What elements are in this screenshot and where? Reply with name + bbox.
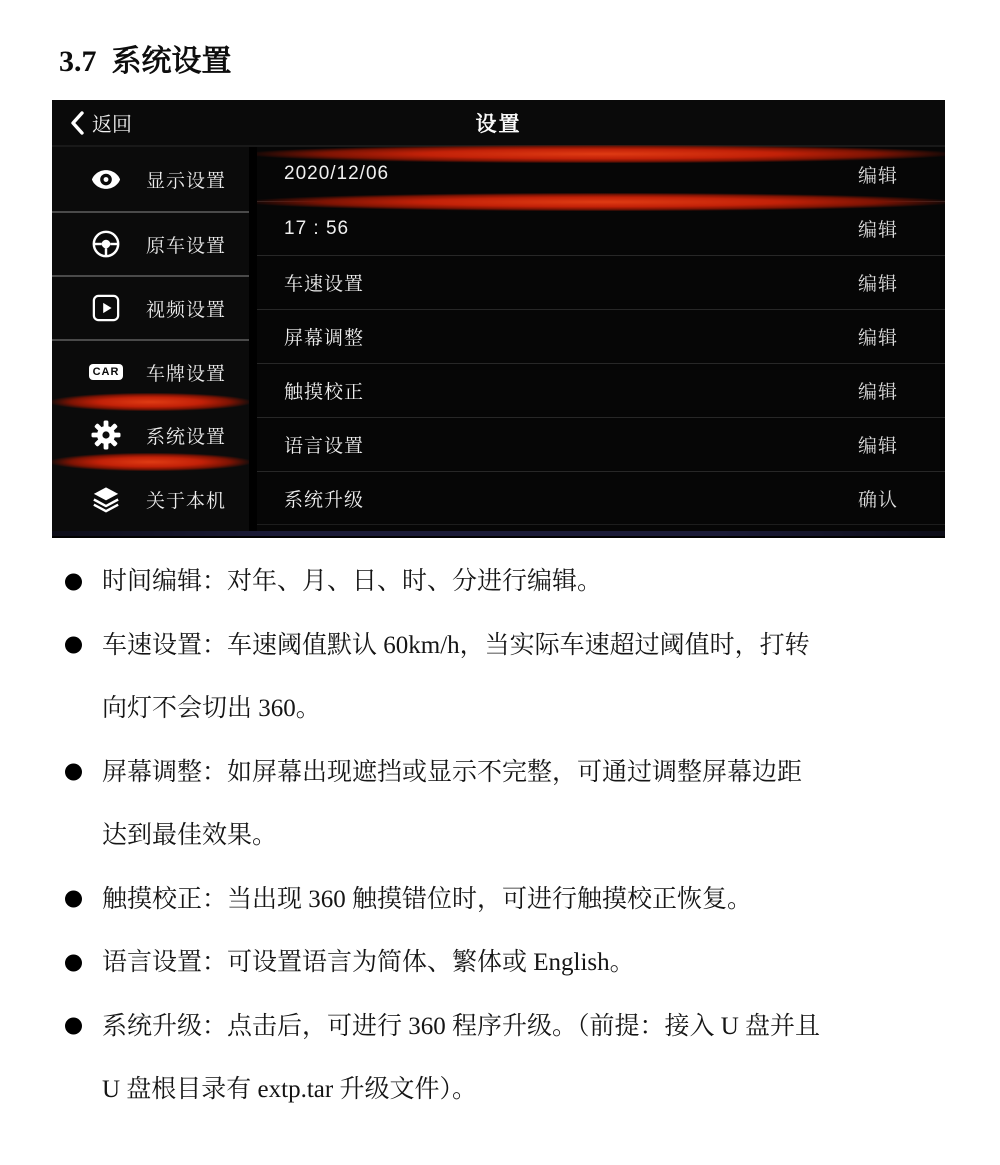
chevron-left-icon <box>70 111 85 135</box>
sidebar-item-car-settings[interactable] <box>52 211 249 275</box>
back-button[interactable] <box>70 108 132 137</box>
row-label: 车速设置 <box>284 274 365 295</box>
sidebar-item-label: 显示设置 <box>146 170 227 192</box>
bullet-system-upgrade <box>60 995 955 1059</box>
bullet-touch-calibration <box>60 868 955 932</box>
title-bar <box>52 100 945 147</box>
screen-title: 设置 <box>475 112 522 136</box>
edit-button[interactable]: 编辑 <box>857 165 898 187</box>
bullet-text: 时间编辑：对年、月、日、时、分进行编辑。 <box>102 568 603 595</box>
bullet-screen-adjust-cont <box>60 804 955 868</box>
page-title <box>59 36 232 80</box>
row-label: 17 : 56 <box>284 217 350 239</box>
bullet-text: 达到最佳效果。 <box>102 822 278 849</box>
row-label: 语言设置 <box>284 436 365 457</box>
bullet-marker <box>65 954 82 971</box>
edit-button[interactable]: 编辑 <box>857 382 898 403</box>
bullet-time-edit <box>60 550 955 614</box>
edit-button[interactable]: 编辑 <box>857 436 898 457</box>
bullet-text: 车速设置：车速阈值默认 60km/h，当实际车速超过阈值时，打转 <box>102 631 810 659</box>
bullet-language-setting <box>60 931 955 995</box>
bullet-marker <box>65 891 82 908</box>
bullet-text: 系统升级：点击后，可进行 360 程序升级。（前提：接入 U 盘并且 <box>102 1012 821 1040</box>
description-list <box>60 550 955 1122</box>
section-number: 3.7 <box>59 45 97 78</box>
row-label: 触摸校正 <box>284 382 365 403</box>
row-language-setting[interactable] <box>257 417 945 471</box>
steering-wheel-icon <box>88 229 124 259</box>
edit-button[interactable]: 编辑 <box>857 274 898 295</box>
sidebar-item-label: 系统设置 <box>146 426 227 448</box>
settings-sidebar <box>52 147 249 531</box>
bullet-screen-adjust <box>60 741 955 805</box>
row-date[interactable] <box>257 147 945 201</box>
confirm-button[interactable]: 确认 <box>857 489 898 511</box>
bullet-text: 屏幕调整：如屏幕出现遮挡或显示不完整，可通过调整屏幕边距 <box>102 758 803 786</box>
settings-body <box>52 147 945 531</box>
sidebar-item-video-settings[interactable] <box>52 275 249 339</box>
license-plate-icon: CAR <box>88 364 124 380</box>
row-touch-calibration[interactable] <box>257 363 945 417</box>
edit-button[interactable]: 编辑 <box>857 220 898 241</box>
edit-button[interactable]: 编辑 <box>857 328 898 349</box>
back-label: 返回 <box>92 114 132 136</box>
sidebar-item-label: 车牌设置 <box>146 363 227 385</box>
bullet-speed-setting <box>60 614 955 678</box>
sidebar-item-about-device[interactable] <box>52 467 249 531</box>
bullet-text: 语言设置：可设置语言为简体、繁体或 English。 <box>102 949 635 976</box>
row-screen-adjust[interactable] <box>257 309 945 363</box>
settings-screen <box>52 100 945 538</box>
sidebar-item-label: 视频设置 <box>146 299 227 321</box>
row-label: 屏幕调整 <box>284 328 365 349</box>
bullet-text: U 盘根目录有 extp.tar 升级文件）。 <box>102 1076 477 1103</box>
row-system-upgrade[interactable] <box>257 471 945 525</box>
sidebar-item-label: 关于本机 <box>146 490 227 512</box>
row-speed-setting[interactable] <box>257 255 945 309</box>
bullet-system-upgrade-cont <box>60 1058 955 1122</box>
panel-bottom-edge <box>52 531 945 536</box>
eye-icon <box>88 169 124 190</box>
bullet-text: 触摸校正：当出现 360 触摸错位时，可进行触摸校正恢复。 <box>102 885 753 913</box>
layers-icon <box>88 486 124 513</box>
gear-icon <box>88 420 124 450</box>
sidebar-item-system-settings[interactable] <box>52 403 249 467</box>
sidebar-item-display-settings[interactable] <box>52 147 249 211</box>
row-label: 2020/12/06 <box>284 163 390 184</box>
bullet-marker <box>65 573 82 590</box>
bullet-speed-setting-cont <box>60 677 955 741</box>
bullet-text: 向灯不会切出 360。 <box>102 695 321 722</box>
bullet-marker <box>65 637 82 654</box>
settings-list <box>257 147 945 531</box>
sidebar-item-label: 原车设置 <box>146 235 227 257</box>
row-label: 系统升级 <box>284 489 365 511</box>
section-title: 系统设置 <box>111 45 232 78</box>
play-video-icon <box>88 294 124 322</box>
bullet-marker <box>65 764 82 781</box>
bullet-marker <box>65 1018 82 1035</box>
